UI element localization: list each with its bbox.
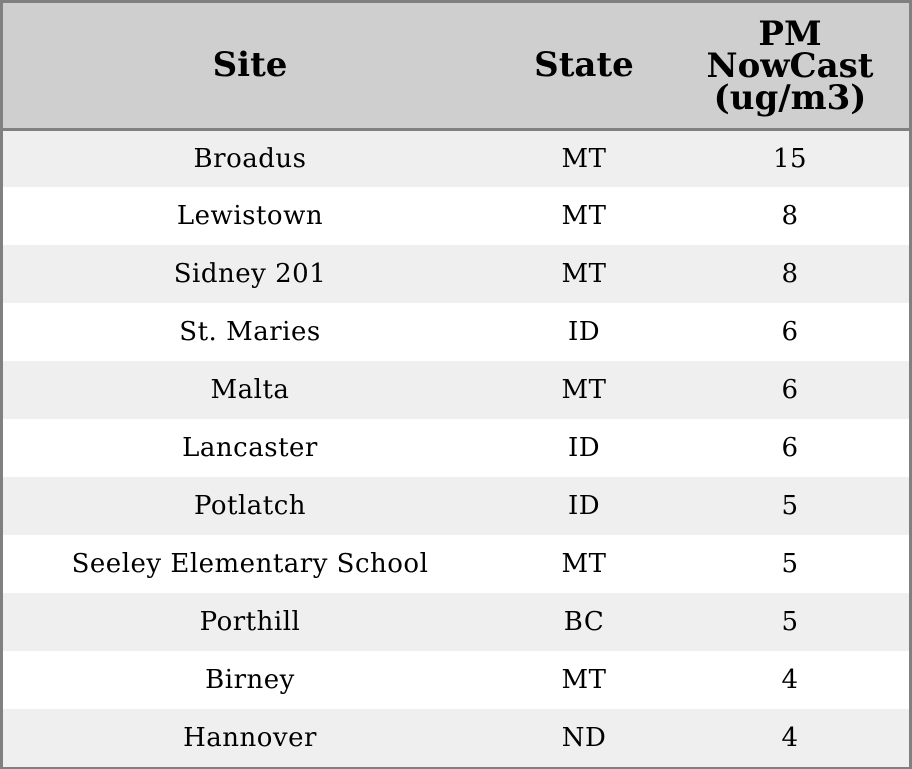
cell-pm: 6 (781, 317, 799, 347)
cell-pm: 5 (781, 491, 799, 521)
header-pm-nowcast (671, 3, 909, 129)
header-pm-line-2: NowCast (706, 46, 874, 87)
header-pm-line-3: (ug/m3) (713, 78, 867, 119)
cell-pm: 15 (772, 143, 808, 174)
cell-state: MT (561, 549, 607, 579)
header-site: Site (3, 3, 497, 129)
table-row (3, 245, 909, 303)
table-row (3, 593, 909, 651)
cell-pm: 4 (781, 665, 799, 695)
pm-nowcast-table (3, 3, 909, 767)
cell-state: ID (567, 317, 601, 347)
table-row (3, 709, 909, 767)
cell-state: MT (561, 665, 607, 695)
cell-pm: 4 (781, 723, 799, 753)
table-row (3, 303, 909, 361)
cell-state: ID (567, 491, 601, 521)
cell-site: Hannover (183, 723, 317, 753)
table-row (3, 419, 909, 477)
cell-state: MT (561, 259, 607, 289)
cell-site: St. Maries (179, 317, 321, 347)
table-header (3, 3, 909, 129)
table-row (3, 651, 909, 709)
cell-site: Porthill (199, 607, 301, 637)
cell-pm: 8 (781, 259, 799, 289)
cell-site: Potlatch (193, 491, 307, 521)
cell-state: BC (563, 607, 605, 637)
cell-state: MT (561, 143, 607, 174)
table-row (3, 477, 909, 535)
table-row (3, 535, 909, 593)
cell-pm: 6 (781, 375, 799, 405)
table-row (3, 361, 909, 419)
table-body (3, 129, 909, 767)
cell-state: MT (561, 201, 607, 231)
header-state: State (497, 3, 671, 129)
cell-site: Birney (205, 665, 295, 695)
cell-pm: 8 (781, 201, 799, 231)
cell-site: Lewistown (176, 201, 324, 231)
header-pm-line-1: PM (758, 14, 822, 55)
cell-site: Seeley Elementary School (71, 549, 429, 579)
header-row (3, 3, 909, 129)
cell-site: Sidney 201 (173, 259, 327, 289)
table-row (3, 187, 909, 245)
cell-site: Broadus (193, 143, 307, 174)
cell-state: MT (561, 375, 607, 405)
cell-state: ID (567, 433, 601, 463)
cell-state: ND (561, 723, 607, 753)
cell-site: Malta (210, 375, 290, 405)
cell-pm: 6 (781, 433, 799, 463)
cell-pm: 5 (781, 549, 799, 579)
table-row (3, 129, 909, 187)
cell-pm: 5 (781, 607, 799, 637)
cell-site: Lancaster (182, 433, 318, 463)
